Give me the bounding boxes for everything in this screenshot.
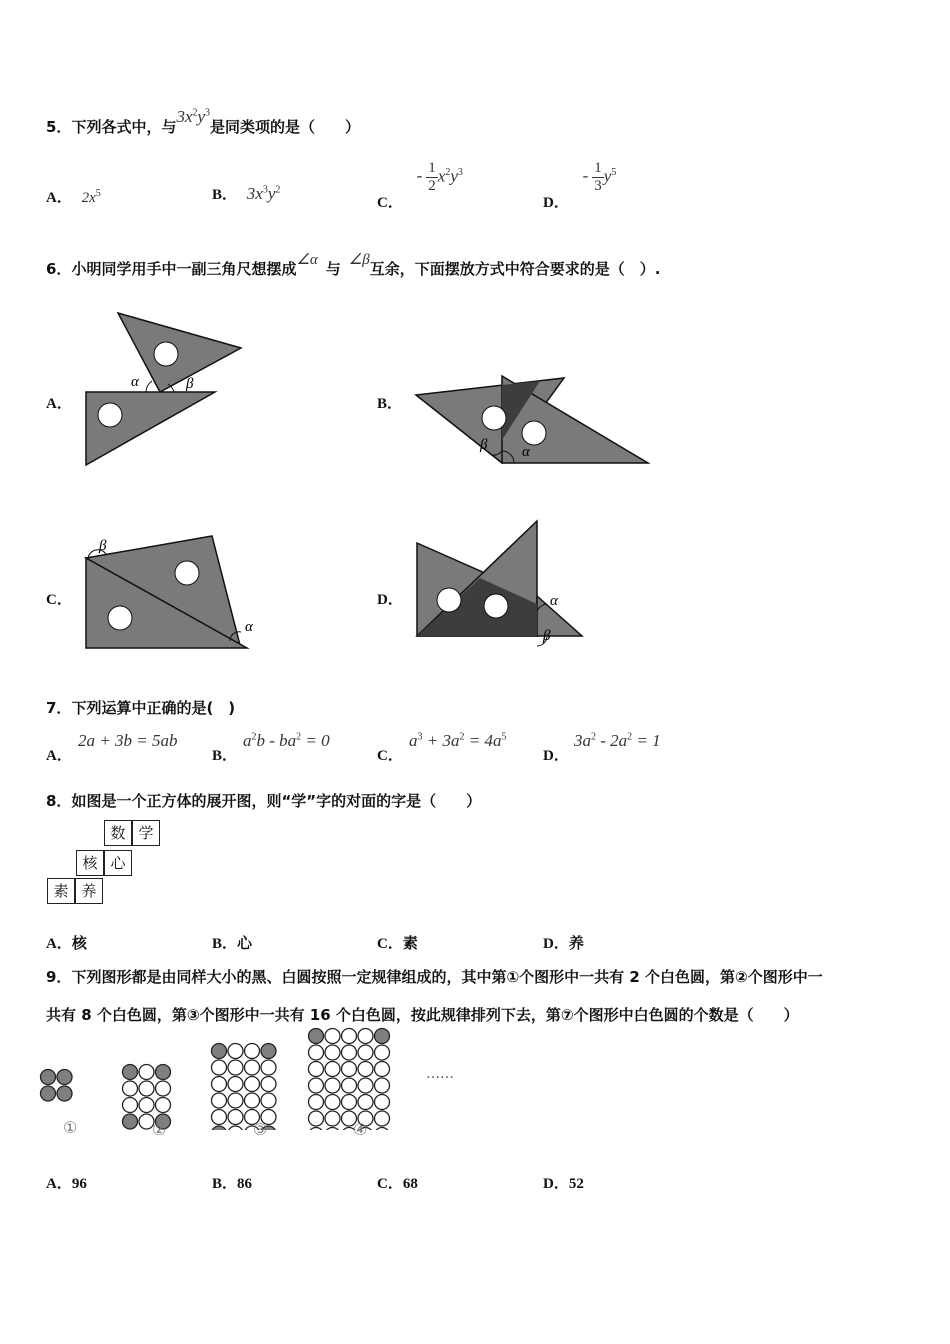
triangle-hole xyxy=(484,594,508,618)
white-circle xyxy=(261,1093,276,1108)
q6-option-b[interactable]: B． xyxy=(377,396,403,412)
white-circle xyxy=(325,1095,340,1110)
black-circle xyxy=(57,1086,72,1101)
q6-figure-a[interactable] xyxy=(86,313,241,465)
black-circle xyxy=(123,1065,138,1080)
white-circle xyxy=(309,1078,324,1093)
white-circle xyxy=(245,1077,260,1092)
q9-figure-1 xyxy=(41,1070,73,1102)
white-circle xyxy=(342,1078,357,1093)
white-circle xyxy=(139,1098,154,1113)
q5-option-c[interactable]: C． - $\frac{1}{2}$ $x^2y^3$ xyxy=(377,160,463,212)
white-circle xyxy=(309,1045,324,1060)
q5-text-after: 是同类项的是（ ） xyxy=(210,118,361,136)
q9-figure-label-4: ④ xyxy=(353,1122,368,1139)
q5-option-b[interactable]: B． $3x^3y^2$ xyxy=(212,184,281,203)
q9-figure-4 xyxy=(309,1029,390,1131)
white-circle xyxy=(342,1029,357,1044)
q7-option-a[interactable]: A． xyxy=(46,748,72,764)
q8-stem xyxy=(46,790,481,811)
white-circle xyxy=(228,1126,243,1130)
q5-option-a[interactable]: A． $2x^5$ xyxy=(46,188,101,206)
black-circle xyxy=(41,1086,56,1101)
q7-option-d[interactable]: D． xyxy=(543,748,569,764)
q9-figure-label-1: ① xyxy=(63,1120,78,1137)
net-cell: 学 xyxy=(132,820,160,846)
q6-number: 6． xyxy=(46,260,72,278)
black-circle xyxy=(309,1029,324,1044)
beta-label: β xyxy=(99,538,107,554)
q9-option-b[interactable]: B．86 xyxy=(212,1176,253,1192)
q9-option-c[interactable]: C．68 xyxy=(377,1176,418,1192)
q5-text-before: 下列各式中，与 xyxy=(71,118,177,136)
white-circle xyxy=(358,1029,373,1044)
q7-option-c-expr: $a^3 + 3a^2 = 4a^5$ xyxy=(409,731,507,750)
beta-label: β xyxy=(186,376,194,392)
q6-text2: 与 xyxy=(325,260,341,278)
white-circle xyxy=(212,1077,227,1092)
q7-number: 7． xyxy=(46,699,72,717)
black-circle xyxy=(261,1044,276,1059)
white-circle xyxy=(375,1095,390,1110)
black-circle xyxy=(212,1044,227,1059)
white-circle xyxy=(342,1062,357,1077)
black-circle xyxy=(156,1065,171,1080)
white-circle xyxy=(309,1062,324,1077)
white-circle xyxy=(342,1045,357,1060)
white-circle xyxy=(261,1077,276,1092)
white-circle xyxy=(261,1060,276,1075)
alpha-label: α xyxy=(550,593,558,609)
white-circle xyxy=(228,1110,243,1125)
q6-angle-beta: ∠β xyxy=(348,252,370,268)
q7-stem xyxy=(46,697,235,718)
triangle-hole xyxy=(108,606,132,630)
q6-figure-c[interactable] xyxy=(86,536,254,648)
beta-label: β xyxy=(543,628,551,644)
triangle xyxy=(86,392,215,465)
black-circle xyxy=(57,1070,72,1085)
white-circle xyxy=(375,1045,390,1060)
q8-option-b[interactable]: B．心 xyxy=(212,936,253,952)
q9-figure-3 xyxy=(212,1044,277,1131)
net-cell: 素 xyxy=(47,878,75,904)
q6-option-a[interactable]: A． xyxy=(46,396,72,412)
q5-expression: $3x^2y^3$ xyxy=(176,107,211,126)
alpha-label: α xyxy=(245,619,253,635)
q9-option-a[interactable]: A．96 xyxy=(46,1176,87,1192)
q6-option-d[interactable]: D． xyxy=(377,592,403,608)
q9-stem-line1: 9．下列图形都是由同样大小的黑、白圆按照一定规律组成的，其中第①个图形中一共有 2 个白色圆，第②个图形中一 xyxy=(46,968,823,986)
white-circle xyxy=(325,1078,340,1093)
q9-option-d[interactable]: D．52 xyxy=(543,1176,584,1192)
white-circle xyxy=(375,1111,390,1126)
alpha-label: α xyxy=(131,374,139,390)
white-circle xyxy=(212,1110,227,1125)
white-circle xyxy=(358,1045,373,1060)
white-circle xyxy=(245,1044,260,1059)
q7-option-b-expr: $a^2b - ba^2 = 0$ xyxy=(243,731,330,750)
white-circle xyxy=(325,1029,340,1044)
q5-number: 5． xyxy=(46,118,72,136)
triangle-hole xyxy=(437,588,461,612)
white-circle xyxy=(245,1093,260,1108)
white-circle xyxy=(375,1128,390,1131)
triangle-hole xyxy=(98,403,122,427)
white-circle xyxy=(123,1081,138,1096)
beta-label: β xyxy=(480,437,488,453)
q7-text: 下列运算中正确的是( ) xyxy=(71,699,236,717)
black-circle xyxy=(41,1070,56,1085)
white-circle xyxy=(228,1077,243,1092)
white-circle xyxy=(325,1045,340,1060)
white-circle xyxy=(212,1093,227,1108)
q6-text3: 互余，下面摆放方式中符合要求的是（ ）. xyxy=(369,260,661,278)
net-cell: 心 xyxy=(104,850,132,876)
q8-option-c[interactable]: C．素 xyxy=(377,936,418,952)
white-circle xyxy=(358,1078,373,1093)
white-circle xyxy=(228,1060,243,1075)
net-cell: 养 xyxy=(75,878,103,904)
q8-option-a[interactable]: A．核 xyxy=(46,936,87,952)
black-circle xyxy=(123,1114,138,1129)
white-circle xyxy=(139,1065,154,1080)
q7-option-b[interactable]: B． xyxy=(212,748,238,764)
white-circle xyxy=(156,1081,171,1096)
net-cell: 数 xyxy=(104,820,132,846)
white-circle xyxy=(156,1098,171,1113)
white-circle xyxy=(123,1098,138,1113)
white-circle xyxy=(325,1062,340,1077)
q7-option-a-expr: 2a + 3b = 5ab xyxy=(78,731,178,750)
net-cell: 核 xyxy=(76,850,104,876)
q5-option-d[interactable]: D． - $\frac{1}{3}$ $y^5$ xyxy=(543,160,617,212)
triangle-hole xyxy=(154,342,178,366)
q7-option-c[interactable]: C． xyxy=(377,748,403,764)
white-circle xyxy=(228,1093,243,1108)
q7-option-d-expr: $3a^2 - 2a^2 = 1$ xyxy=(574,731,661,750)
q9-circle-patterns xyxy=(0,1020,500,1130)
white-circle xyxy=(358,1062,373,1077)
q9-ellipsis: …… xyxy=(426,1066,454,1082)
q9-stem-line2: 共有 8 个白色圆，第③个图形中一共有 16 个白色圆，按此规律排列下去，第⑦个图形中白色圆的个数是（ ） xyxy=(46,1006,799,1024)
q9-number: 9． xyxy=(46,968,72,986)
white-circle xyxy=(245,1060,260,1075)
triangle-hole xyxy=(482,406,506,430)
white-circle xyxy=(228,1044,243,1059)
triangle-hole xyxy=(522,421,546,445)
white-circle xyxy=(309,1095,324,1110)
white-circle xyxy=(375,1062,390,1077)
alpha-label: α xyxy=(522,444,530,460)
white-circle xyxy=(375,1078,390,1093)
q9-figure-label-2: ② xyxy=(152,1122,167,1139)
white-circle xyxy=(342,1095,357,1110)
q6-figure-d[interactable] xyxy=(417,521,582,646)
black-circle xyxy=(212,1126,227,1130)
q6-option-c[interactable]: C． xyxy=(46,592,72,608)
q6-angle-alpha: ∠α xyxy=(296,252,318,268)
q9-figure-label-3: ③ xyxy=(253,1122,268,1139)
white-circle xyxy=(358,1095,373,1110)
white-circle xyxy=(325,1111,340,1126)
triangle-hole xyxy=(175,561,199,585)
q6-text1: 小明同学用手中一副三角尺想摆成 xyxy=(71,260,297,278)
white-circle xyxy=(325,1128,340,1131)
white-circle xyxy=(309,1128,324,1131)
q8-option-d[interactable]: D．养 xyxy=(543,936,584,952)
q8-number: 8． xyxy=(46,792,72,810)
black-circle xyxy=(375,1029,390,1044)
white-circle xyxy=(309,1111,324,1126)
q6-figure-b[interactable] xyxy=(416,376,648,463)
white-circle xyxy=(212,1060,227,1075)
q8-text: 如图是一个正方体的展开图，则“学”字的对面的字是（ ） xyxy=(71,792,482,810)
white-circle xyxy=(139,1081,154,1096)
